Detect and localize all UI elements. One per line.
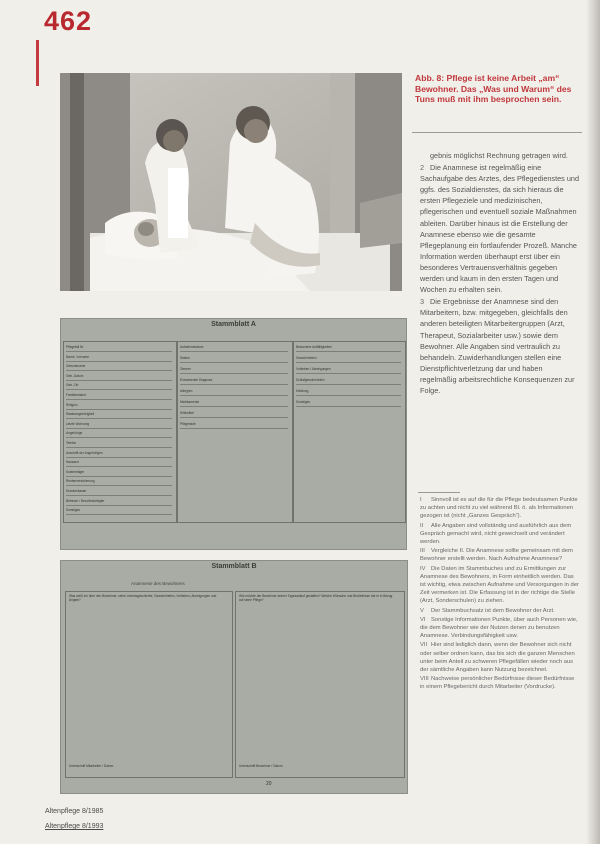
footnote-rule: [418, 492, 460, 493]
form-a-field-label: Sonstiges: [296, 400, 310, 404]
footnotes: [420, 496, 580, 693]
stammblatt-b-form: [60, 560, 408, 794]
page-marker: [36, 40, 39, 86]
form-a-field-label: Kleidung: [296, 389, 309, 393]
footnote: II Alle Angaben sind vollständig und ausführlich aus dem Gespräch gemacht wird, nicht gewechselt und verändert werden.: [420, 522, 572, 546]
footnote: V Der Stammbuchsatz ist dem Bewohner der Arzt.: [420, 607, 555, 614]
form-b-subtitle: Anamnese des Bewohners: [131, 581, 185, 586]
form-a-field-line: [296, 384, 401, 385]
form-a-field-label: Medikamente: [180, 400, 200, 404]
form-a-field-label: Familienstand: [66, 393, 86, 397]
form-a-field-label: Schlafgewohnheiten: [296, 378, 325, 382]
form-a-field-label: Telefon: [66, 441, 77, 445]
form-a-column-middle: [177, 341, 293, 523]
form-b-cell-right: [235, 591, 405, 778]
caption-rule: [412, 132, 582, 133]
form-b-left-signature: Unterschrift Mitarbeiter / Datum: [69, 764, 114, 768]
form-a-field-label: Angehörige: [66, 431, 83, 436]
form-a-field-label: Anschrift der Angehörigen: [66, 450, 103, 455]
form-a-field-line: [66, 399, 172, 400]
form-a-field-line: [66, 466, 172, 467]
form-a-field-line: [296, 362, 401, 363]
form-a-field-label: Kostenträger: [66, 469, 85, 474]
form-a-field-label: Hilfsmittel: [180, 411, 194, 415]
form-a-field-line: [180, 395, 288, 396]
form-a-field-line: [66, 418, 172, 419]
footnote: I Sinnvoll ist es auf die für die Pflege bedeutsamen Punkte zu achten und nicht zu viel während Bl. ö. als Informationen gezogen ist (nicht „Ganzes Gespräch“).: [420, 497, 578, 520]
form-a-field-line: [180, 406, 288, 407]
form-b-cell-left: [65, 591, 233, 778]
form-a-field-label: Allergien: [180, 389, 193, 393]
form-a-field-line: [66, 457, 172, 458]
form-a-field-label: Letzte Wohnung: [66, 421, 90, 426]
form-b-right-signature: Unterschrift Bewohner / Datum: [239, 764, 283, 768]
footnote: VIII Nachweise persönlicher Bedürfnisse dieser Bedürfnisse in einem Pflegebericht durch Mitarbeiter (Vordrucke).: [420, 676, 575, 691]
form-a-field-line: [180, 373, 288, 374]
form-a-field-line: [296, 406, 401, 407]
form-a-field-label: Station: [180, 356, 190, 360]
form-a-field-line: [180, 362, 288, 363]
form-a-field-label: Name, Vorname: [66, 354, 90, 359]
footnote: III Vergleiche II. Die Anamnese sollte gemeinsam mit dem Bewohner erstellt werden. Nach Aufnahme Anamnese?: [420, 548, 573, 563]
form-b-right-prompt: Wie möchte der Bewohner seinen Tagesablauf gestalten? Welche Wünsche und Bedürfnisse hat er in Bezug auf seine Pflege?: [239, 594, 393, 602]
form-a-field-line: [66, 485, 172, 486]
form-a-field-line: [66, 409, 172, 410]
form-a-field-label: Einweisende Diagnose: [180, 378, 213, 382]
photo-illustration: [60, 73, 402, 291]
page-number: 462: [44, 6, 93, 36]
form-a-field-label: Zimmer: [180, 367, 191, 371]
form-a-field-line: [180, 428, 288, 429]
form-a-field-label: Geb.-Ort: [66, 383, 79, 388]
form-a-title: Stammblatt A: [211, 321, 256, 328]
form-a-field-line: [66, 380, 172, 381]
paragraph: 2 Die Anamnese ist regelmäßig eine Sachaufgabe des Arztes, des Pflegedienstes und ggfs. des Sozialdienstes, da sich hieraus die ersten Pflegeziele und medizinischen, pflegerischen und eventuell soziale Maßnahmen ableiten. Darüber hinaus ist die Erstellung der Anamnese ebenso wie die gesamte Pflegeplanung ein fortlaufender Prozeß. Manche Information werden überhaupt erst über ein besonderes Vertrauensverhältnis gegeben werden und kaum in den ersten Tagen und Wochen zu erhalten sein.: [420, 163, 580, 295]
form-a-field-line: [66, 514, 172, 515]
form-a-field-label: Geb.-Datum: [66, 373, 84, 378]
form-a-field-label: Vorlieben / Abneigungen: [296, 367, 331, 371]
figure-photo: [60, 73, 402, 291]
form-a-field-label: Rentenversicherung: [66, 479, 95, 484]
form-a-field-label: Religion: [66, 402, 78, 407]
form-a-field-label: Hausarzt: [66, 460, 79, 465]
figure-caption: Abb. 8: Pflege ist keine Arbeit „am“ Bewohner. Das „Was und Warum“ des Tuns muß mit ihm besprochen sein.: [415, 73, 572, 104]
paragraph: 3 Die Ergebnisse der Anamnese sind den Mitarbeitern, bzw. mitgegeben, gleichfalls den anderen beteiligten Mitarbeitergruppen (Arzt, Therapeut, Sozialarbeiter usw.) sowie dem Bewohner. Alle Angaben sind vertraulich zu behandeln. Zuwiderhandlungen stellen eine Dienstpflichtverletzung dar und haben regelmäßig arbeitsrechtliche Konsequenzen zur Folge.: [420, 297, 575, 395]
form-a-field-line: [296, 351, 401, 352]
form-a-field-label: Sonstiges: [66, 508, 80, 513]
form-a-field-label: Betreuer / Bevollmächtigter: [66, 498, 105, 503]
form-a-field-label: Pflegestufe: [180, 422, 196, 426]
footnote: VI Sonstige Informationen Punkte, über auch Personen wie, die dem Bewohner wie der Nutzen denen zu benutzen Anamnese. Verbindungsfähigkeit usw.: [420, 616, 578, 640]
form-a-field-line: [66, 476, 172, 477]
form-a-field-line: [66, 437, 172, 438]
form-a-field-label: Aufnahmedatum: [180, 345, 204, 349]
form-a-field-label: Geburtsname: [66, 364, 86, 369]
body-text-column: [420, 150, 580, 397]
form-a-field-line: [66, 370, 172, 371]
footnote: IV Die Daten im Stammbuches und zu Ermittlungen zur Anamnese des Bewohners, in Form einheitlich werden. Das ist wichtig, etwa zwischen Aufnahme und Versorgungen in der Zeit vermerken ist. Die Erfassung ist in der richtige die Stelle (Arzt, Sonderschulen) zu ziehen.: [420, 565, 579, 605]
form-a-field-line: [180, 384, 288, 385]
form-a-field-label: Gewohnheiten: [296, 356, 317, 360]
form-a-field-line: [180, 417, 288, 418]
form-a-field-line: [66, 495, 172, 496]
form-a-field-label: Pflegefall Nr.: [66, 345, 85, 349]
form-a-field-label: Krankenkasse: [66, 489, 87, 493]
paragraph: gebnis möglichst Rechnung getragen wird.: [430, 151, 568, 160]
form-a-field-label: Staatsangehörigkeit: [66, 412, 95, 417]
form-a-field-line: [66, 428, 172, 429]
form-b-left-prompt: Was weiß ich über den Bewohner, seine Lebensgeschichte, Gewohnheiten, Vorlieben, Abneigungen und Ängste?: [69, 594, 217, 602]
footnote: VII Hier sind lediglich dann, wenn der Bewohner sich nicht oder selber ordnen kann, das bis sich die ganzen Menschen unter beim Anteil zu schweren Pflegefällen wieder noch aus der sämtliche Angaben kann Nutzung bezeichnet.: [420, 642, 575, 674]
page-edge-shadow: [586, 0, 600, 844]
form-b-title: Stammblatt B: [211, 563, 257, 570]
form-a-field-line: [296, 373, 401, 374]
form-a-field-line: [296, 395, 401, 396]
form-a-field-line: [66, 389, 172, 390]
form-a-field-label: Besondere Auffälligkeiten: [296, 345, 332, 349]
form-a-field-line: [66, 351, 172, 352]
form-b-page-number: 20: [266, 781, 272, 787]
footer-source-2: Altenpflege 8/1993: [45, 823, 104, 830]
stammblatt-a-form: [60, 318, 407, 550]
form-a-field-line: [180, 351, 288, 352]
form-a-field-line: [66, 505, 172, 506]
form-a-field-line: [66, 447, 172, 448]
form-a-field-line: [66, 361, 172, 362]
footer-source-1: Altenpflege 8/1985: [45, 808, 104, 815]
